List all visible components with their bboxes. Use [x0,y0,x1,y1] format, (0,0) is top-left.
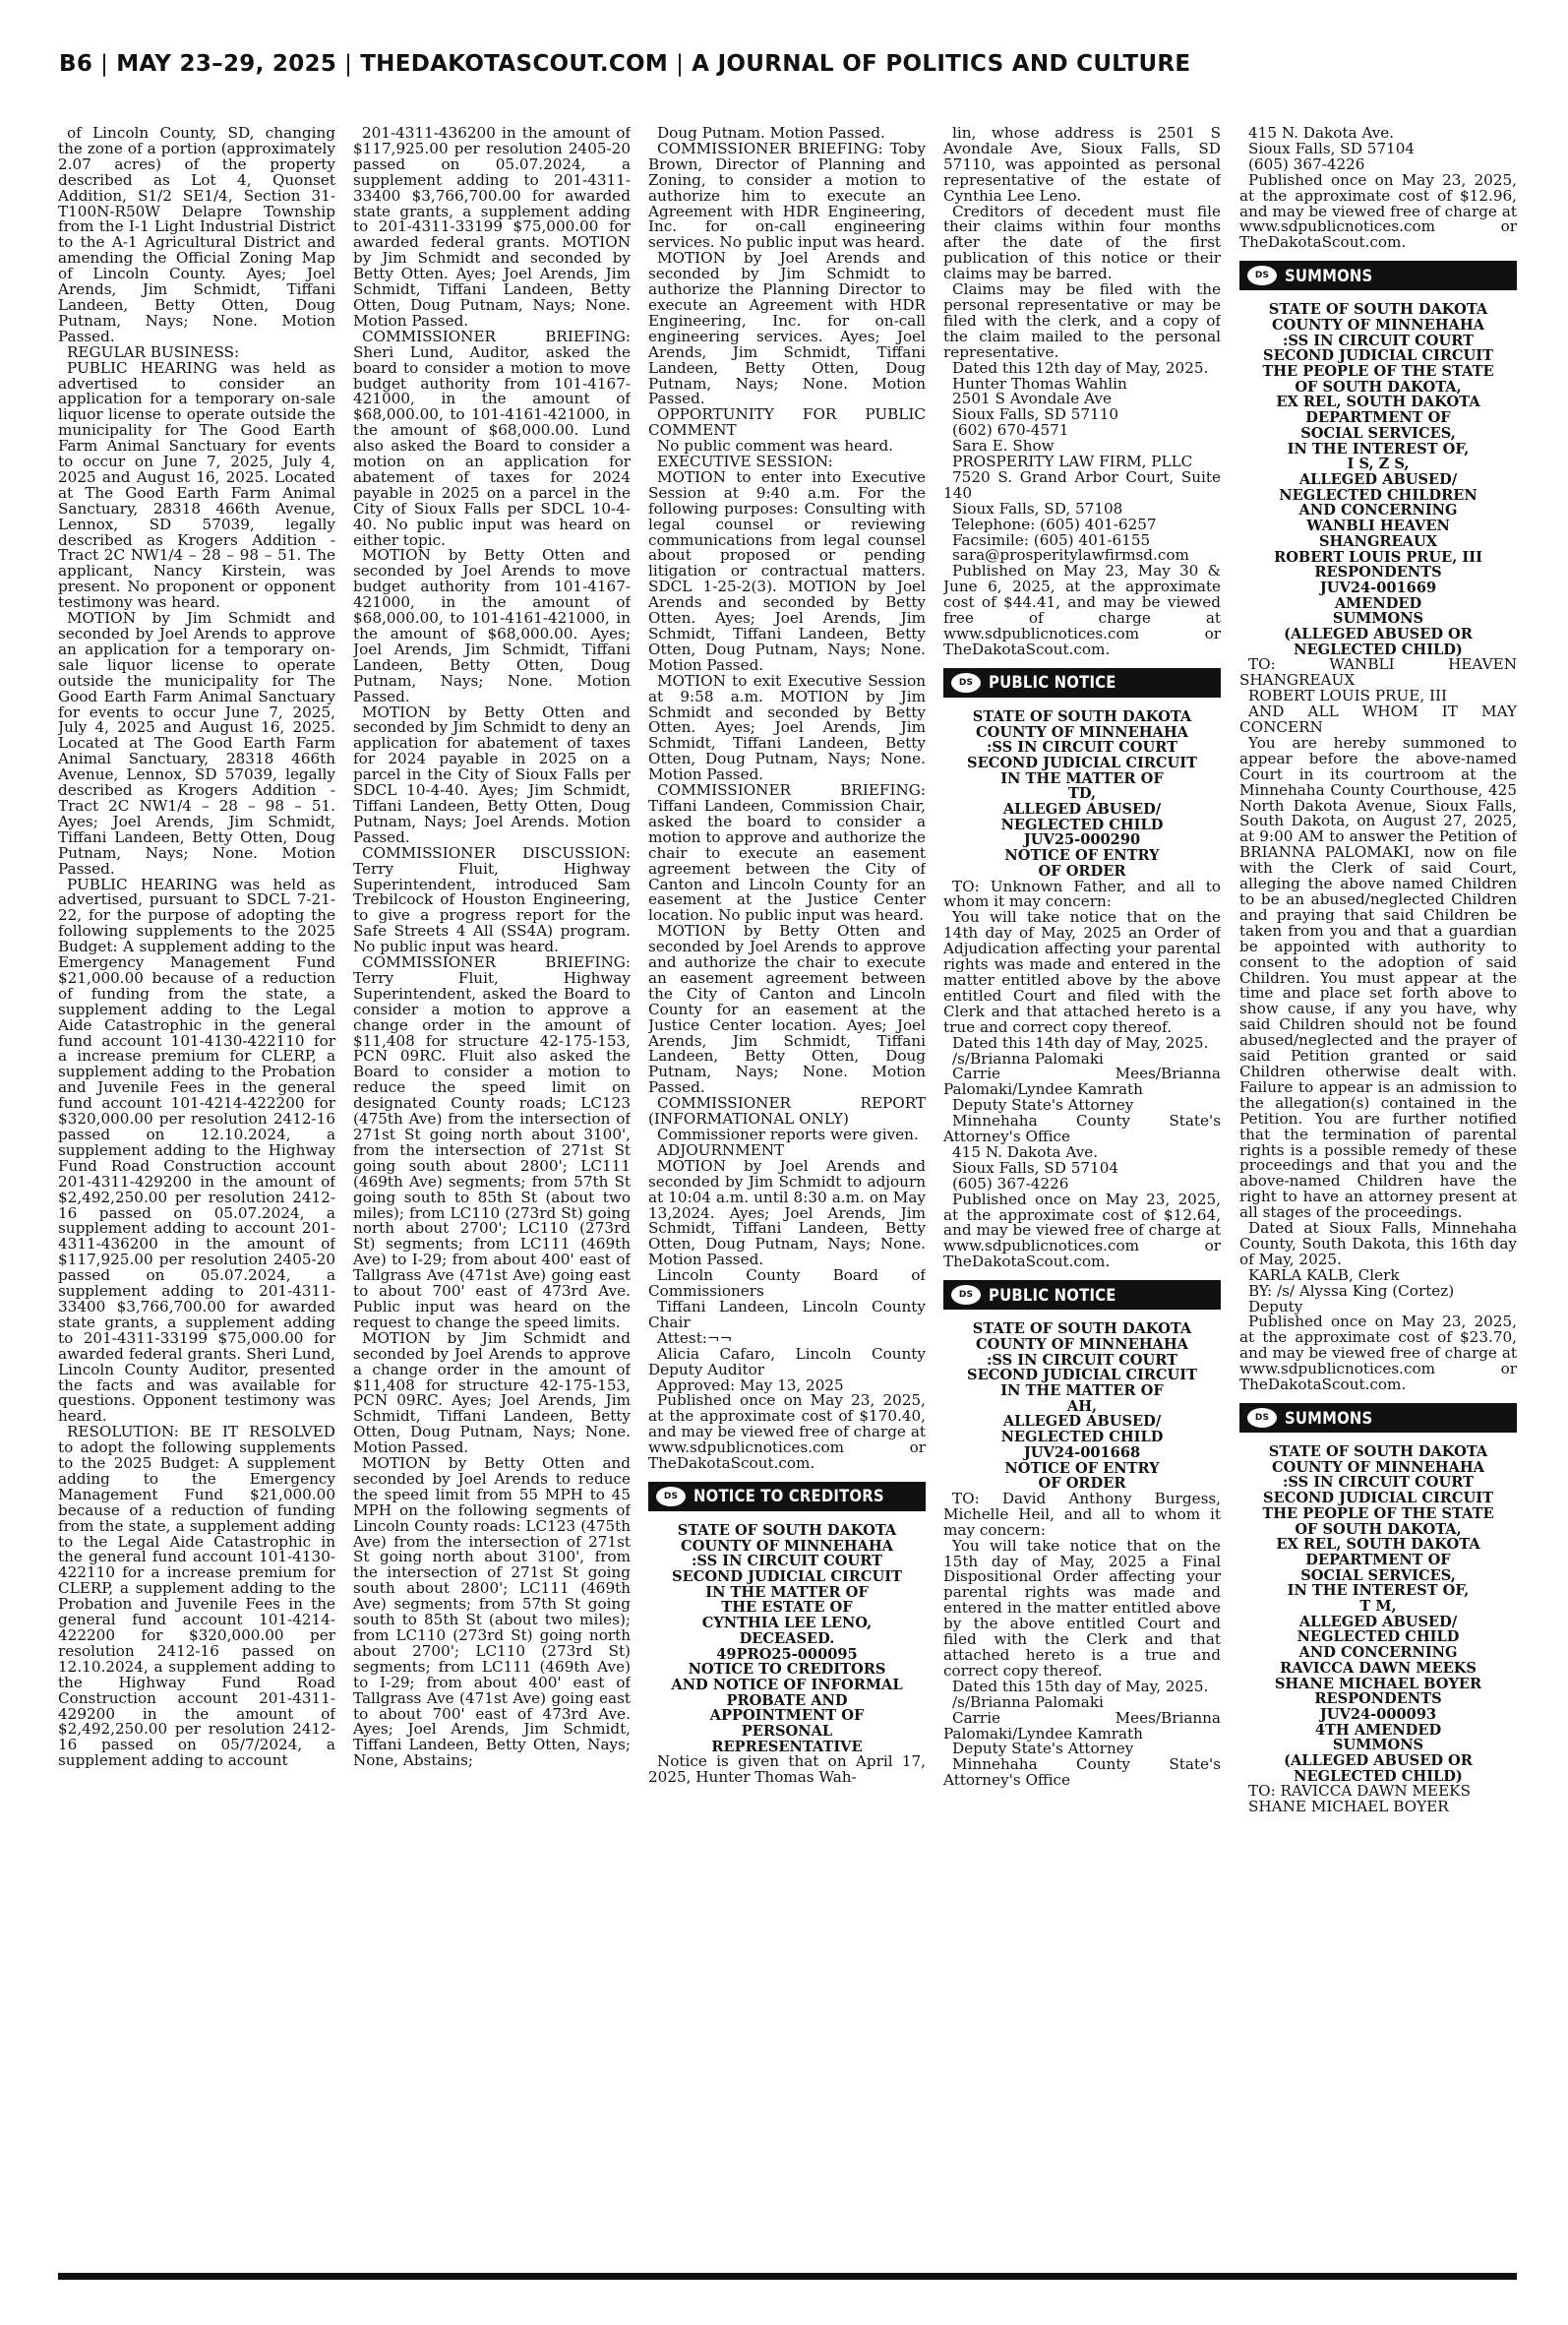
notice-paragraph: TO: Unknown Father, and all to whom it may concern: [943,877,1221,911]
caption-line: :SS IN CIRCUIT COURT [1283,332,1474,349]
caption-line: SECOND JUDICIAL CIRCUIT [967,754,1197,771]
notice-paragraph: TO: WANBLI HEAVEN SHANGREAUX [1239,655,1517,690]
notice-paragraph: MOTION to exit Executive Session at 9:58 a.m. MOTION by Jim Schmidt and seconded by Betty Otten. Ayes; Joel Arends, Jim Schmidt, Tiffani Landeen, Betty Otten, Doug Putnam, Nays; None. Motion Passed. [648,671,926,784]
column-1 [58,126,335,2269]
caption-line: RESPONDENTS [1314,564,1442,581]
notice-paragraph: KARLA KALB, Clerk [1248,1265,1400,1284]
notice-paragraph: TO: RAVICCA DAWN MEEKS [1248,1782,1471,1801]
notice-paragraph: Commissioner reports were given. [657,1126,919,1143]
notice-paragraph: Published on May 23, May 30 & June 6, 2025, at the approximate cost of $44.41, and may be viewed free of charge at www.sdpublicnotices.com or TheDakotaScout.com. [943,562,1221,658]
notice-paragraph: MOTION by Jim Schmidt and seconded by Joel Arends to approve a change order in the amount of $11,408 for structure 42-175-153, PCN 09RC. Ayes; Joel Arends, Jim Schmidt, Tiffani Landeen, Betty Otten, Doug Putnam, Nays; None. Motion Passed. [353,1328,631,1457]
caption-line: :SS IN CIRCUIT COURT [987,1351,1177,1369]
caption-line: T M, [1359,1598,1397,1616]
caption-line: ALLEGED ABUSED/ [1002,1413,1162,1431]
notice-paragraph: 2501 S Avondale Ave [952,390,1112,408]
caption-line: :SS IN CIRCUIT COURT [987,739,1177,757]
banner-title: PUBLIC NOTICE [989,1285,1116,1305]
caption-line: THE PEOPLE OF THE STATE [1262,1504,1494,1522]
caption-line: AMENDED [1334,594,1422,612]
column-5 [1239,126,1517,2269]
notice-paragraph: Published once on May 23, 2025, at the approximate cost of $12.96, and may be viewed free of charge at www.sdpublicnotices.com or TheDakotaScout.com. [1239,170,1517,252]
scout-logo-icon: DS [656,1487,686,1506]
notice-paragraph: lin, whose address is 2501 S Avondale Ave, Sioux Falls, SD 57110, was appointed as personal representative of the estate of Cynthia Lee Leno. [943,126,1221,205]
notice-paragraph: Alicia Cafaro, Lincoln County Deputy Auditor [648,1344,926,1378]
tagline: A JOURNAL OF POLITICS AND CULTURE [692,51,1191,77]
caption-line: SOCIAL SERVICES, [1300,1566,1456,1584]
caption-line: JUV24-001668 [1023,1443,1141,1461]
notice-paragraph: Dated at Sioux Falls, Minnehaha County, South Dakota, this 16th day of May, 2025. [1239,1219,1517,1268]
caption-line: I S, Z S, [1347,456,1410,473]
notice-paragraph: You will take notice that on the 15th day of May, 2025 a Final Dispositional Order affecting your parental rights was made and entered in the matter entitled above by the above entitled Court and filed with the Clerk and that attached hereto is a true and correct copy thereof. [943,1536,1221,1680]
notice-paragraph: Carrie Mees/Brianna Palomaki/Lyndee Kamrath [943,1065,1221,1099]
caption-line: OF SOUTH DAKOTA, [1295,378,1462,396]
notice-paragraph: Dated this 12th day of May, 2025. [952,358,1209,377]
caption-line: TD, [1067,785,1097,803]
notice-paragraph: MOTION by Betty Otten and seconded by Joel Arends to reduce the speed limit from 55 MPH to 45 MPH on the following segments of Lincoln County roads: LC123 (475th Ave) from the intersection of 271st St going north about 3100', from the intersection of 271st St going south about 2800'; LC111 (469th Ave) segments; from 57th St going south to 85th St (about two miles); from LC110 (273rd St) going north about 2700'; LC110 (273rd St) segments; from LC111 (469th Ave) to I-29; from about 400' east of Tallgrass Ave (471st Ave) going east to about 700' east of 473rd Ave. Ayes; Joel Arends, Jim Schmidt, Tiffani Landeen, Betty Otten, Nays; None, Abstains; [353,1454,631,1770]
scout-logo-icon: DS [951,1285,981,1305]
header-divider: | [344,51,353,77]
notice-paragraph: Facsimile: (605) 401-6155 [952,530,1151,549]
caption-line: AND NOTICE OF INFORMAL [671,1676,903,1693]
notice-paragraph: Telephone: (605) 401-6257 [952,515,1157,533]
notice-paragraph: BY: /s/ Alyssa King (Cortez) [1248,1281,1455,1300]
caption-line: COUNTY OF MINNEHAHA [976,723,1188,741]
notice-paragraph: PUBLIC HEARING was held as advertised to consider an application for a temporary on-sale liquor license to operate outside the municipality for The Good Earth Farm Animal Sanctuary for events to occur on June 7, 2025, July 4, 2025 and August 16, 2025. Located at The Good Earth Farm Animal Sanctuary, 28318 466th Avenue, Lennox, SD 57039, legally described as Krogers Addition - Tract 2C NW1/4 – 28 – 98 – 51. The applicant, Nancy Kirstein, was present. No proponent or opponent testimony was heard. [58,358,335,612]
issue-date: MAY 23–29, 2025 [116,51,337,77]
caption-line: SHANGREAUX [1318,532,1438,550]
notice-paragraph: Approved: May 13, 2025 [657,1376,844,1394]
notice-paragraph: Notice is given that on April 17, 2025, Hunter Thomas Wah- [648,1752,926,1787]
caption-line: SECOND JUDICIAL CIRCUIT [1263,1490,1493,1507]
caption-line: REPRESENTATIVE [711,1738,863,1755]
caption-line: COUNTY OF MINNEHAHA [681,1537,893,1555]
caption-line: OF ORDER [1038,1475,1126,1493]
caption-line: SUMMONS [1332,1737,1424,1754]
notice-paragraph: Sara E. Show [952,437,1055,456]
notice-paragraph: MOTION by Joel Arends and seconded by Jim Schmidt to adjourn at 10:04 a.m. until 8:30 a.m. on May 13,2024. Ayes; Joel Arends, Jim Schmidt, Tiffani Landeen, Betty Otten, Doug Putnam, Nays; None. Motion Passed. [648,1156,926,1269]
notice-paragraph: (602) 670-4571 [952,421,1069,440]
caption-line: AND CONCERNING [1298,1644,1458,1662]
caption-line: SECOND JUDICIAL CIRCUIT [967,1367,1197,1384]
column-3 [648,126,926,2269]
caption-line: (ALLEGED ABUSED OR [1284,1752,1473,1770]
caption-line: THE PEOPLE OF THE STATE [1262,363,1494,381]
notice-paragraph: (605) 367-4226 [1248,154,1365,173]
caption-line: ALLEGED ABUSED/ [1298,1613,1458,1630]
banner-title: NOTICE TO CREDITORS [694,1487,884,1506]
header-divider: | [676,51,685,77]
caption-line: AH, [1066,1397,1098,1415]
caption-line: DECEASED. [739,1629,835,1647]
caption-line: OF ORDER [1038,862,1126,880]
notice-paragraph: Hunter Thomas Wahlin [952,374,1127,393]
notice-paragraph: COMMISSIONER BRIEFING: Sheri Lund, Auditor, asked the board to consider a motion to move budget authority from 101-4167-421000, in the amount of $68,000.00, to 101-4161-421000, in the amount of $68,000.00. Lund also asked the Board to consider a motion on an application for abatement of taxes for 2024 payable in 2025 on a parcel in the City of Sioux Falls per SDCL 10-4-40. No public input was heard on either topic. [353,327,631,549]
caption-line: SECOND JUDICIAL CIRCUIT [672,1568,902,1586]
notice-paragraph: Deputy State's Attorney [952,1740,1134,1758]
notice-paragraph: Published once on May 23, 2025, at the approximate cost of $12.64, and may be viewed free of charge at www.sdpublicnotices.com or TheDakotaScout.com. [943,1190,1221,1271]
caption-line: NOTICE TO CREDITORS [688,1661,886,1679]
site-name: THEDAKOTASCOUT.COM [360,51,669,77]
bottom-rule [58,2273,1517,2280]
notice-paragraph: COMMISSIONER REPORT (INFORMATIONAL ONLY) [648,1094,926,1129]
caption-line: PROBATE AND [726,1691,848,1709]
notice-paragraph: Minnehaha County State's Attorney's Office [943,1112,1221,1146]
notice-paragraph: 201-4311-436200 in the amount of $117,925.00 per resolution 2405-20 passed on 05.07.2024, a supplement adding to 201-4311-33400 $3,766,700.00 for awarded state grants, a supplement adding to 201-4311-33199 $75,000.00 for awarded federal grants. MOTION by Jim Schmidt and seconded by Betty Otten. Ayes; Joel Arends, Jim Schmidt, Tiffani Landeen, Betty Otten, Doug Putnam, Nays; None. Motion Passed. [353,126,631,330]
caption-line: IN THE INTEREST OF, [1287,1582,1470,1600]
notice-paragraph: SHANE MICHAEL BOYER [1248,1798,1449,1816]
notice-paragraph: COMMISSIONER BRIEFING: Toby Brown, Director of Planning and Zoning, to consider a motion to authorize him to execute an Agreement with HDR Engineering, Inc. for on-call engineering services. No public input was heard. [648,139,926,252]
caption-line: SUMMONS [1332,610,1424,628]
caption-line: APPOINTMENT OF [709,1707,865,1725]
section-banner [943,668,1221,698]
notice-paragraph: 7520 S. Grand Arbor Court, Suite 140 [943,467,1221,502]
notice-paragraph: Claims may be filed with the personal representative or may be filed with the clerk, and a copy of the claim mailed to the personal representative. [943,280,1221,361]
scout-logo-icon: DS [1247,266,1277,285]
banner-title: SUMMONS [1285,266,1373,285]
caption-line: THE ESTATE OF [721,1599,853,1617]
caption-line: SECOND JUDICIAL CIRCUIT [1263,347,1493,365]
notice-paragraph: Published once on May 23, 2025, at the approximate cost of $23.70, and may be viewed free of charge at www.sdpublicnotices.com or TheDakotaScout.com. [1239,1313,1517,1394]
caption-line: STATE OF SOUTH DAKOTA [972,1320,1192,1338]
notice-paragraph: Deputy State's Attorney [952,1096,1134,1115]
caption-line: STATE OF SOUTH DAKOTA [1268,301,1488,319]
notice-paragraph: Deputy [1248,1297,1303,1315]
notice-paragraph: Attest:¬¬ [657,1328,733,1347]
caption-line: STATE OF SOUTH DAKOTA [972,707,1192,725]
notice-paragraph: PUBLIC HEARING was held as advertised, pursuant to SDCL 7-21-22, for the purpose of adopting the following supplements to the 2025 Budget: A supplement adding to the Emergency Management Fund $21,000.00 because of a reduction of funding from the state, a supplement adding to the Legal Aide Catastrophic in the general fund account 101-4130-422110 for a increase premium for CLERP, a supplement adding to the Probation and Juvenile Fees in the general fund account 101-4214-422200 for $320,000.00 per resolution 2412-16 passed on 12.10.2024, a supplement adding to the Highway Fund Road Construction account 201-4311-429200 in the amount of $2,492,250.00 per resolution 2412-16 passed on 05.07.2024, a supplement adding to account 201-4311-436200 in the amount of $117,925.00 per resolution 2405-20 passed on 05.07.2024, a supplement adding to 201-4311-33400 $3,766,700.00 for awarded state grants, a supplement adding to 201-4311-33199 $75,000.00 for awarded federal grants. Sheri Lund, Lincoln County Auditor, presented the facts and was available for questions. Opponent testimony was heard. [58,875,335,1426]
section-banner [1239,261,1517,290]
notice-paragraph: of Lincoln County, SD, changing the zone of a portion (approximately 2.07 acres) of the property described as Lot 4, Quonset Addition, S1/2 SE1/4, Section 31-T100N-R50W Delapre Township from the I-1 Light Industrial District to the A-1 Agricultural District and amending the Official Zoning Map of Lincoln County. Ayes; Joel Arends, Jim Schmidt, Tiffani Landeen, Betty Otten, Doug Putnam, Nays; None. Motion Passed. [58,126,335,345]
banner-title: SUMMONS [1285,1408,1373,1428]
notice-paragraph: 415 N. Dakota Ave. [1248,126,1395,142]
caption-line: NEGLECTED CHILD) [1294,641,1463,658]
caption-line: AND CONCERNING [1298,502,1458,520]
caption-line: SHANE MICHAEL BOYER [1274,1675,1482,1692]
column-2 [353,126,631,2269]
caption-line: COUNTY OF MINNEHAHA [1272,1458,1484,1476]
caption-line: STATE OF SOUTH DAKOTA [1268,1443,1488,1461]
notice-paragraph: Dated this 15th day of May, 2025. [952,1677,1209,1695]
notice-paragraph: PROSPERITY LAW FIRM, PLLC [952,453,1193,471]
header-divider: | [100,51,109,77]
notice-paragraph: /s/Brianna Palomaki [952,1692,1104,1711]
section-banner [648,1482,926,1511]
notice-paragraph: REGULAR BUSINESS: [67,342,240,361]
caption-line: SOCIAL SERVICES, [1300,424,1456,442]
caption-line: DEPARTMENT OF [1305,1551,1451,1568]
banner-title: PUBLIC NOTICE [989,673,1116,693]
notice-paragraph: Doug Putnam. Motion Passed. [657,126,885,142]
caption-line: JUV24-001669 [1319,579,1437,596]
caption-line: ALLEGED ABUSED/ [1298,470,1458,488]
notice-paragraph: (605) 367-4226 [952,1174,1069,1193]
page-number: B6 [59,51,93,77]
notice-paragraph: MOTION by Jim Schmidt and seconded by Joel Arends to approve an application for a temporary on-sale liquor license to operate outside the municipality for The Good Earth Farm Animal Sanctuary for events to occur June 7, 2025, July 4, 2025 and August 16, 2025. Located at The Good Earth Farm Animal Sanctuary, 28318 466th Avenue, Lennox, SD 57039, legally described as Krogers Addition - Tract 2C NW1/4 – 28 – 98 – 51. Ayes; Joel Arends, Jim Schmidt, Tiffani Landeen, Betty Otten, Doug Putnam, Nays; None. Motion Passed. [58,609,335,878]
scout-logo-icon: DS [951,673,981,693]
notice-paragraph: Lincoln County Board of Commissioners [648,1266,926,1301]
section-banner [943,1280,1221,1310]
notice-paragraph: 415 N. Dakota Ave. [952,1142,1099,1161]
notice-paragraph: You will take notice that on the 14th day of May, 2025 an Order of Adjudication affecting your parental rights was made and entered in the matter entitled above by the above entitled Court and filed with the Clerk and that attached hereto is a true and correct copy thereof. [943,908,1221,1036]
caption-line: DEPARTMENT OF [1305,409,1451,427]
notice-paragraph: You are hereby summoned to appear before the above-named Court in its courtroom at the Minnehaha County Courthouse, 425 North Dakota Avenue, Sioux Falls, South Dakota, on August 27, 2025, at 9:00 AM to answer the Petition of BRIANNA PALOMAKI, now on file with the Clerk of said Court, alleging the above named Children to be an abused/neglected Children and praying that said Children be taken from you and that a guardian be appointed with authority to consent to the adoption of said Children. You must appear at the time and place set forth above to show cause, if any you have, why said Children should not be found abused/neglected and the prayer of said Petition granted or said Children otherwise dealt with. Failure to appear is an admission to the allegation(s) contained in the Petition. You are further notified that the termination of parental rights is a possible remedy of these proceedings and that you and the above-named Children have the right to have an attorney present at all stages of the proceedings. [1239,733,1517,1222]
notice-paragraph: ROBERT LOUIS PRUE, III [1248,687,1448,705]
notice-paragraph: MOTION by Joel Arends and seconded by Jim Schmidt to authorize the Planning Director to execute an Agreement with HDR Engineering, Inc. for on-call engineering services. Ayes; Joel Arends, Jim Schmidt, Tiffani Landeen, Betty Otten, Doug Putnam, Nays; None. Motion Passed. [648,249,926,408]
notice-paragraph: AND ALL WHOM IT MAY CONCERN [1239,703,1517,737]
court-caption [1239,1444,1517,1784]
caption-line: COUNTY OF MINNEHAHA [1272,316,1484,334]
column-4 [943,126,1221,2269]
caption-line: RESPONDENTS [1314,1690,1442,1708]
caption-line: CYNTHIA LEE LENO, [701,1615,873,1632]
notice-paragraph: RESOLUTION: BE IT RESOLVED to adopt the following supplements to the 2025 Budget: A supplement adding to the Emergency Management Fund $21,000.00 because of a reduction of funding from the state, a supplement adding to the Legal Aide Catastrophic in the general fund account 101-4130-422110 for a increase premium for CLERP, a supplement adding to the Probation and Juvenile Fees in the general fund account 101-4214-422200 for $320,000.00 per resolution 2412-16 passed on 12.10.2024, a supplement adding to the Highway Fund Road Construction account 201-4311-429200 in the amount of $2,492,250.00 per resolution 2412-16 passed on 05/7/2024, a supplement adding to account [58,1423,335,1770]
caption-line: RAVICCA DAWN MEEKS [1280,1659,1477,1677]
notice-paragraph: /s/Brianna Palomaki [952,1049,1104,1068]
notice-paragraph: sara@prosperitylawfirmsd.com [952,546,1189,565]
notice-paragraph: COMMISSIONER BRIEFING: Tiffani Landeen, Commission Chair, asked the board to consider a motion to approve and authorize the chair to execute an easement agreement between the City of Canton and Lincoln County for an easement at the Justice Center location. No public input was heard. [648,781,926,925]
court-caption [1239,302,1517,657]
notice-paragraph: Sioux Falls, SD 57110 [952,405,1119,424]
notice-paragraph: Tiffani Landeen, Lincoln County Chair [648,1297,926,1331]
notice-paragraph: COMMISSIONER BRIEFING: Terry Fluit, Highway Superintendent, asked the Board to consider a motion to approve a change order in the amount of $11,408 for structure 42-175-153, PCN 09RC. Fluit also asked the Board to consider a motion to reduce the speed limit on designated County roads; LC123 (475th Ave) from the intersection of 271st St going north about 3100', from the intersection of 271st St going south about 2800'; LC111 (469th Ave) segments; from 57th St going south to 85th St (about two miles); from LC110 (273rd St) going north about 2700'; LC110 (273rd St) segments; from LC111 (469th Ave) to I-29; from about 400' east of Tallgrass Ave (471st Ave) going east to about 700' east of 473rd Ave. Public input was heard on the request to change the speed limits. [353,953,631,1331]
caption-line: NOTICE OF ENTRY [1004,847,1160,865]
notice-paragraph: Creditors of decedent must file their claims within four months after the date of the first publication of this notice or their claims may be barred. [943,202,1221,283]
caption-line: NEGLECTED CHILD [1000,1429,1164,1446]
caption-line: PERSONAL [741,1723,833,1741]
notice-paragraph: Dated this 14th day of May, 2025. [952,1033,1209,1052]
notice-paragraph: EXECUTIVE SESSION: [657,453,833,471]
caption-line: NEGLECTED CHILD [1000,816,1164,833]
caption-line: WANBLI HEAVEN [1306,518,1450,535]
caption-line: 4TH AMENDED [1314,1721,1442,1739]
notice-paragraph: Sioux Falls, SD 57104 [952,1158,1119,1177]
caption-line: NEGLECTED CHILD) [1294,1767,1463,1785]
page-header [59,51,1509,83]
scout-logo-icon: DS [1247,1408,1277,1428]
caption-line: :SS IN CIRCUIT COURT [1283,1474,1474,1492]
notice-paragraph: MOTION by Betty Otten and seconded by Joel Arends to approve and authorize the chair to execute an easement agreement between the City of Canton and Lincoln County for an easement at the Justice Center location. Ayes; Joel Arends, Jim Schmidt, Tiffani Landeen, Betty Otten, Doug Putnam, Nays; None. Motion Passed. [648,922,926,1097]
caption-line: ALLEGED ABUSED/ [1002,801,1162,819]
notice-paragraph: ADJOURNMENT [657,1140,785,1159]
caption-line: IN THE MATTER OF [1000,1382,1164,1400]
notice-paragraph: Sioux Falls, SD, 57108 [952,499,1123,518]
caption-line: NEGLECTED CHILD [1297,1628,1460,1646]
caption-line: EX REL, SOUTH DAKOTA [1276,1536,1480,1554]
court-caption [943,709,1221,880]
caption-line: IN THE MATTER OF [1000,769,1164,787]
notice-paragraph: Carrie Mees/Brianna Palomaki/Lyndee Kamrath [943,1708,1221,1743]
caption-line: IN THE MATTER OF [705,1583,869,1601]
caption-line: OF SOUTH DAKOTA, [1295,1520,1462,1538]
caption-line: 49PRO25-000095 [716,1645,858,1663]
notice-paragraph: MOTION by Betty Otten and seconded by Joel Arends to move budget authority from 101-4167-421000, in the amount of $68,000.00, to 101-4161-421000, in the amount of $68,000.00. Ayes; Joel Arends, Jim Schmidt, Tiffani Landeen, Betty Otten, Doug Putnam, Nays; None. Motion Passed. [353,546,631,705]
caption-line: COUNTY OF MINNEHAHA [976,1335,1188,1353]
caption-line: JUV25-000290 [1023,831,1141,849]
caption-line: (ALLEGED ABUSED OR [1284,626,1473,643]
caption-line: ROBERT LOUIS PRUE, III [1274,548,1482,566]
caption-line: JUV24-000093 [1319,1705,1437,1723]
court-caption [943,1321,1221,1492]
court-caption [648,1523,926,1755]
caption-line: STATE OF SOUTH DAKOTA [677,1521,897,1539]
notice-paragraph: TO: David Anthony Burgess, Michelle Heil, and all to whom it may concern: [943,1489,1221,1539]
notice-paragraph: OPPORTUNITY FOR PUBLIC COMMENT [648,405,926,440]
caption-line: :SS IN CIRCUIT COURT [692,1553,882,1570]
notice-paragraph: Sioux Falls, SD 57104 [1248,139,1416,157]
notice-paragraph: Published once on May 23, 2025, at the approximate cost of $170.40, and may be viewed free of charge at www.sdpublicnotices.com or TheDakotaScout.com. [648,1391,926,1473]
caption-line: NOTICE OF ENTRY [1004,1459,1160,1477]
notice-paragraph: No public comment was heard. [657,437,893,456]
notice-paragraph: Minnehaha County State's Attorney's Office [943,1755,1221,1790]
caption-line: EX REL, SOUTH DAKOTA [1276,394,1480,411]
notice-paragraph: MOTION to enter into Executive Session at 9:40 a.m. For the following purposes: Consulting with legal counsel or reviewing communications from legal counsel about proposed or pending litigation or contractual matters. SDCL 1-25-2(3). MOTION by Joel Arends and seconded by Betty Otten. Ayes; Joel Arends, Jim Schmidt, Tiffani Landeen, Betty Otten, Doug Putnam, Nays; None. Motion Passed. [648,467,926,674]
section-banner [1239,1403,1517,1433]
caption-line: IN THE INTEREST OF, [1287,440,1470,458]
caption-line: NEGLECTED CHILDREN [1279,486,1478,504]
notice-paragraph: MOTION by Betty Otten and seconded by Jim Schmidt to deny an application for abatement of taxes for 2024 payable in 2025 on a parcel in the City of Sioux Falls per SDCL 10-4-40. Ayes; Jim Schmidt, Tiffani Landeen, Betty Otten, Doug Putnam, Nays; Joel Arends. Motion Passed. [353,703,631,846]
notice-paragraph: COMMISSIONER DISCUSSION: Terry Fluit, Highway Superintendent, introduced Sam Trebilcock of Houston Engineering, to give a progress report for the Safe Streets 4 All (SS4A) program. No public input was heard. [353,843,631,956]
legal-notices-columns [58,126,1517,2269]
